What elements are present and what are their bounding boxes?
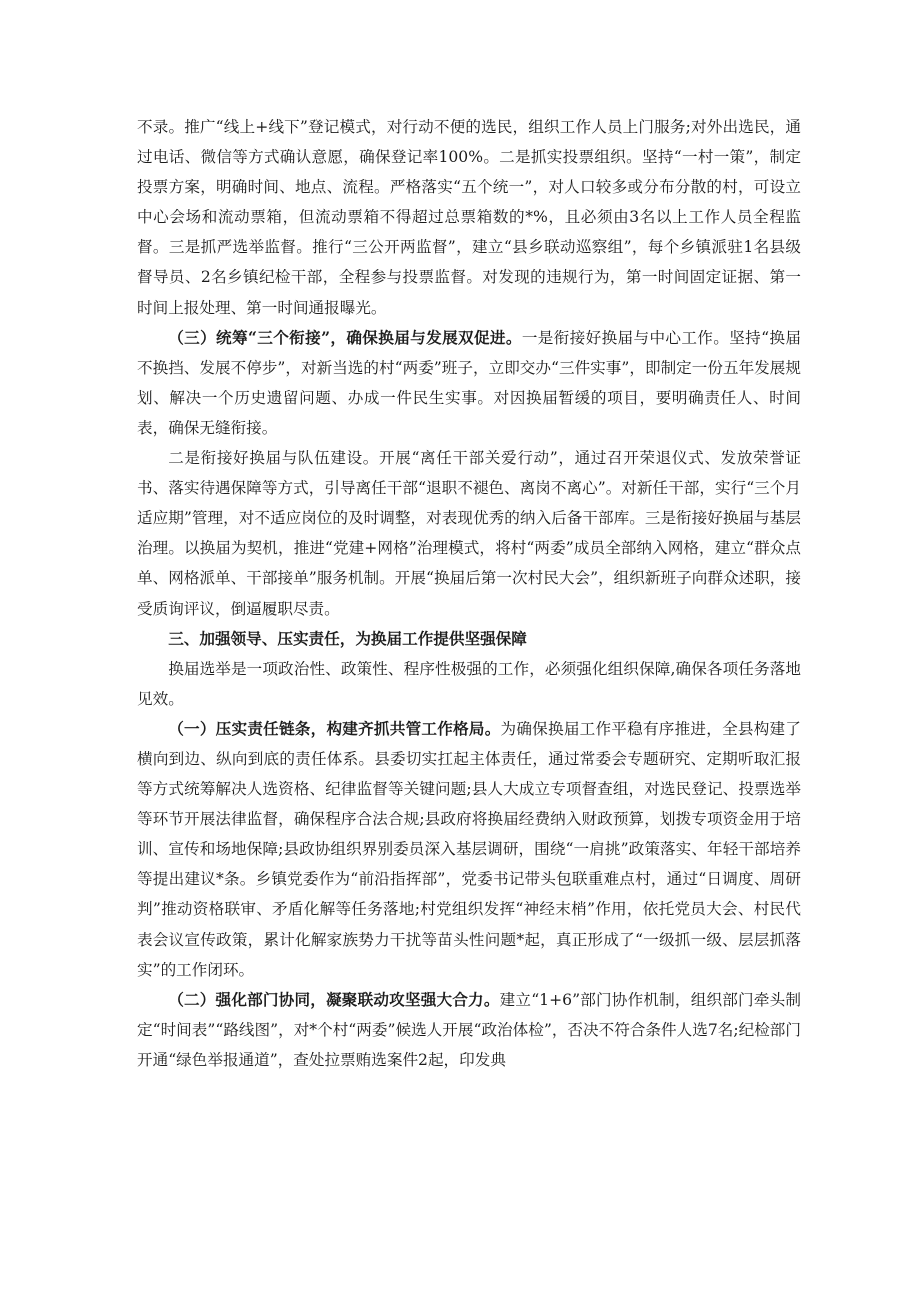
paragraph-text: 建立“1+6”部门协作机制，组织部门牵头制定“时间表”“路线图”，对*个村“两委”候选人开展“政治体检”，否决不符合条件人选7名;纪检部门开通“绿色举报通道”，查处拉票贿选案件2起，印发典 xyxy=(137,990,801,1069)
paragraph-responsibility-chain xyxy=(137,714,801,985)
paragraph-text: 不录。推广“线上+线下”登记模式，对行动不便的选民，组织工作人员上门服务;对外出选民，通过电话、微信等方式确认意愿，确保登记率100%。二是抓实投票组织。坚持“一村一策”，制定投票方案，明确时间、地点、流程。严格落实“五个统一”，对人口较多或分布分散的村，可设立中心会场和流动票箱，但流动票箱不得超过总票箱数的*%，且必须由3名以上工作人员全程监督。三是抓严选举监督。推行“三公开两监督”，建立“县乡联动巡察组”，每个乡镇派驻1名县级督导员、2名乡镇纪检干部，全程参与投票监督。对发现的违规行为，第一时间固定证据、第一时间上报处理、第一时间通报曝光。 xyxy=(137,118,801,317)
paragraph-three-connections xyxy=(137,323,801,443)
paragraph-text: 二是衔接好换届与队伍建设。开展“离任干部关爱行动”，通过召开荣退仪式、发放荣誉证书、落实待遇保障等方式，引导离任干部“退职不褪色、离岗不离心”。对新任干部，实行“三个月适应期”管理，对不适应岗位的及时调整，对表现优秀的纳入后备干部库。三是衔接好换届与基层治理。以换届为契机，推进“党建+网格”治理模式，将村“两委”成员全部纳入网格，建立“群众点单、网格派单、干部接单”服务机制。开展“换届后第一次村民大会”，组织新班子向群众述职，接受质询评议，倒逼履职尽责。 xyxy=(137,449,801,618)
paragraph-text: 换届选举是一项政治性、政策性、程序性极强的工作，必须强化组织保障,确保各项任务落地见效。 xyxy=(137,659,801,708)
paragraph-text: 一是衔接好换届与中心工作。坚持“换届不换挡、发展不停步”，对新当选的村“两委”班子，立即交办“三件实事”，即制定一份五年发展规划、解决一个历史遗留问题、办成一件民生实事。对因换届暂缓的项目，要明确责任人、时间表，确保无缝衔接。 xyxy=(137,328,801,437)
paragraph-lead: （三）统筹“三个衔接”，确保换届与发展双促进。 xyxy=(168,327,522,347)
paragraph-lead: （一）压实责任链条，构建齐抓共管工作格局。 xyxy=(168,718,501,738)
paragraph-department-coordination xyxy=(137,985,801,1075)
document-body xyxy=(137,112,801,1075)
paragraph-text: 为确保换届工作平稳有序推进，全县构建了横向到边、纵向到底的责任体系。县委切实扛起主体责任，通过常委会专题研究、定期听取汇报等方式统筹解决人选资格、纪律监督等关键问题;县人大成立专项督查组，对选民登记、投票选举等环节开展法律监督，确保程序合法合规;县政府将换届经费纳入财政预算，划拨专项资金用于培训、宣传和场地保障;县政协组织界别委员深入基层调研，围绕“一肩挑”政策落实、年轻干部培养等提出建议*条。乡镇党委作为“前沿指挥部”，党委书记带头包联重难点村，通过“日调度、周研判”推动资格联审、矛盾化解等任务落地;村党组织发挥“神经末梢”作用，依托党员大会、村民代表会议宣传政策，累计化解家族势力干扰等苗头性问题*起，真正形成了“一级抓一级、层层抓落实”的工作闭环。 xyxy=(137,719,801,979)
paragraph-lead: （二）强化部门协同，凝聚联动攻坚强大合力。 xyxy=(168,989,500,1009)
paragraph-section-intro xyxy=(137,654,801,714)
paragraph-registration-voting xyxy=(137,112,801,323)
paragraph-team-building xyxy=(137,443,801,624)
section-heading: 三、加强领导、压实责任，为换届工作提供坚强保障 xyxy=(168,628,527,648)
